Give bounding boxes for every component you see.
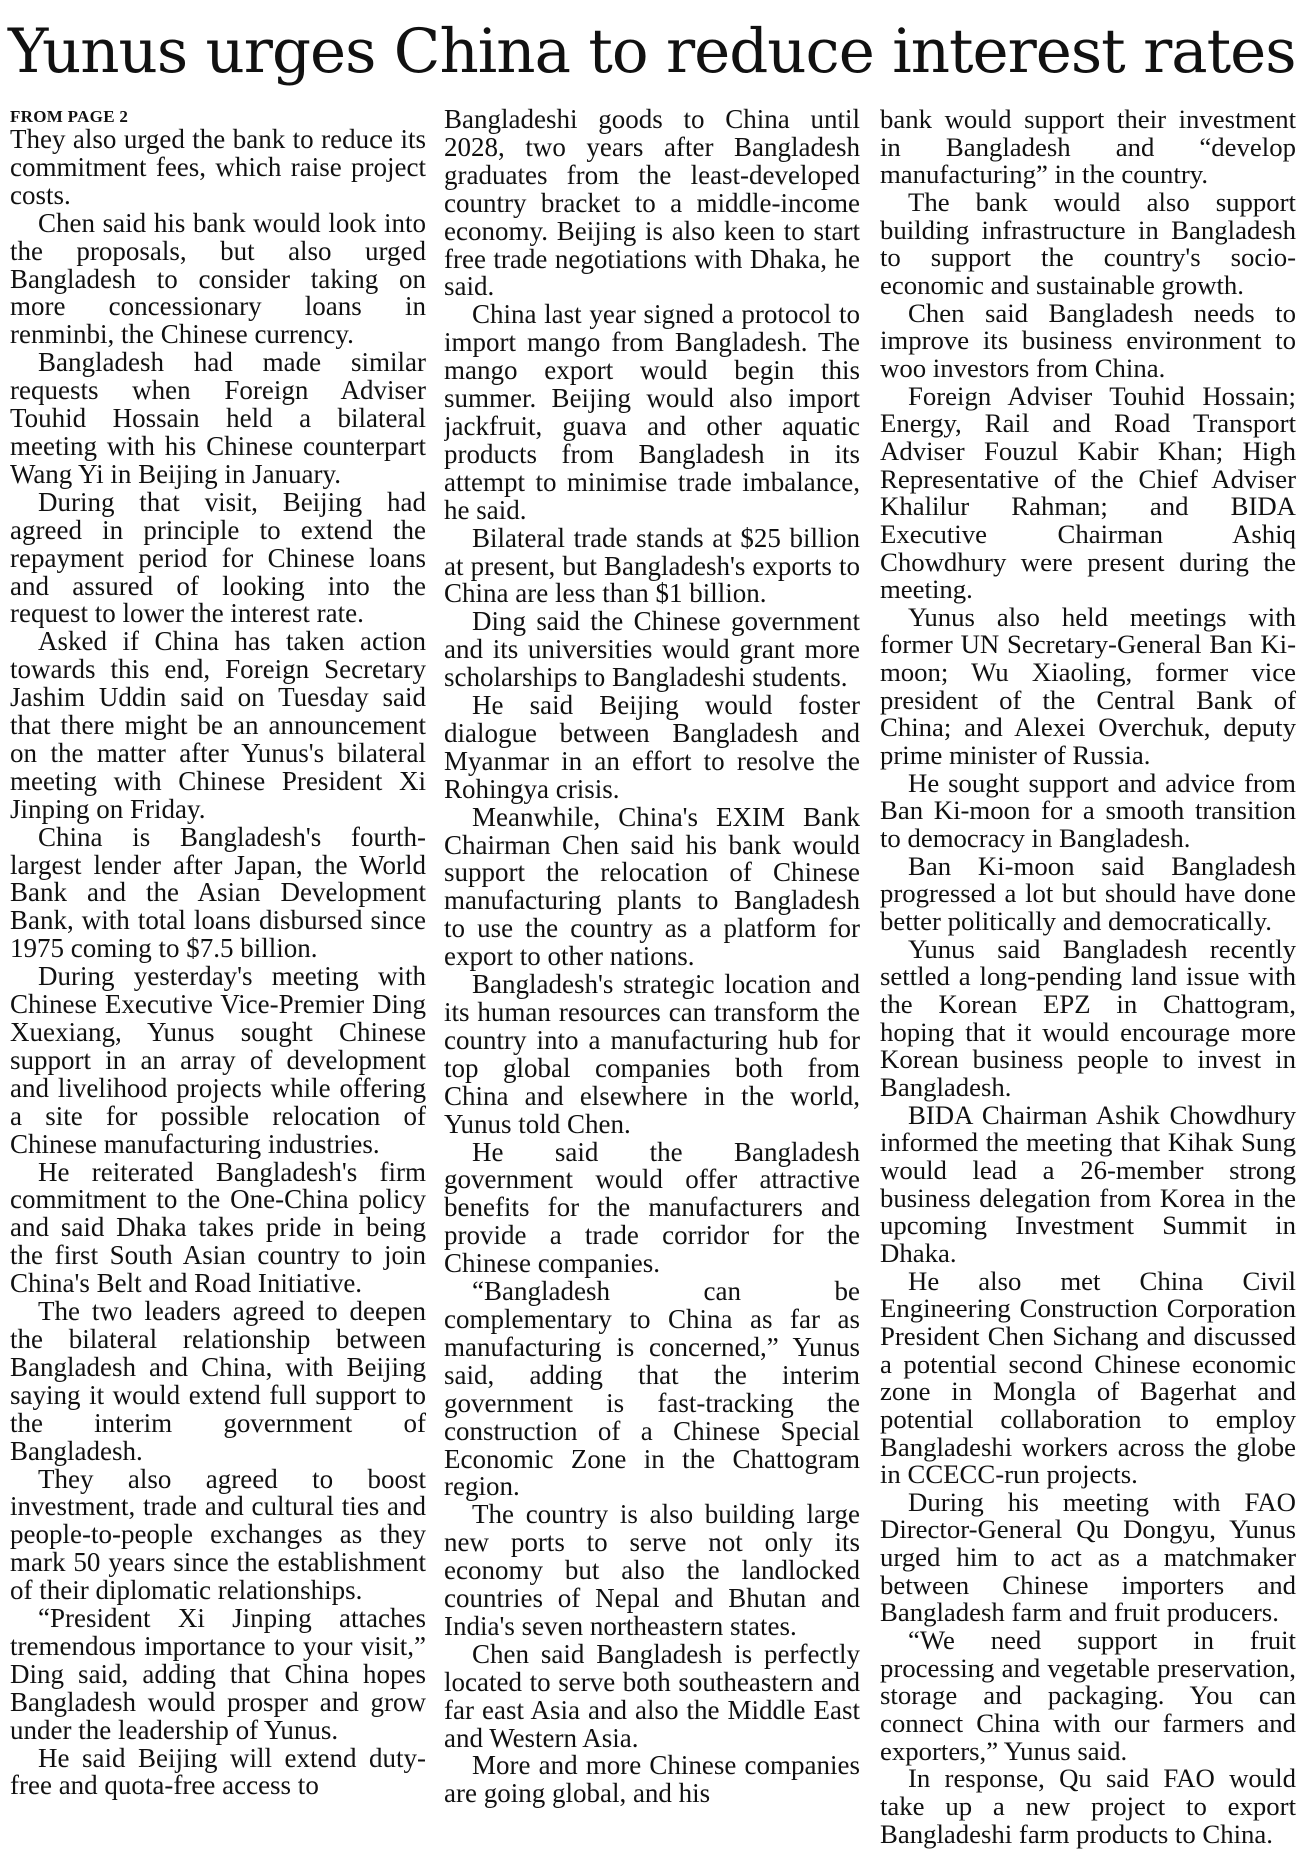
article-column-2 (444, 106, 860, 1858)
paragraph: The two leaders agreed to deepen the bilateral relationship between Bangladesh and China, with Beijing saying it would extend full support to the interim government of Bangladesh. (10, 1296, 426, 1466)
paragraph: Bilateral trade stands at $25 billion at present, but Bangladesh's exports to China are less than $1 billion. (444, 522, 860, 609)
article-column-1 (10, 106, 426, 1858)
paragraph: He reiterated Bangladesh's firm commitment to the One-China policy and said Dhaka takes pride in being the first South Asian country to join China's Belt and Road Initiative. (10, 1156, 426, 1299)
paragraph: Ding said the Chinese government and its universities would grant more scholarships to Bangladeshi students. (444, 606, 860, 693)
paragraph: Meanwhile, China's EXIM Bank Chairman Chen said his bank would support the relocation of Chinese manufacturing plants to Bangladesh to use the country as a platform for export to other nations. (444, 801, 860, 972)
paragraph: “We need support in fruit processing and vegetable preservation, storage and packaging. You can connect China with our farmers and exporters,” Yunus said. (880, 1625, 1296, 1766)
paragraph: Chen said his bank would look into the proposals, but also urged Bangladesh to consider taking on more concessionary loans in renminbi, the Chinese currency. (10, 207, 426, 350)
paragraph: The country is also building large new ports to serve not only its economy but also the landlocked countries of Nepal and Bhutan and India's seven northeastern states. (444, 1499, 860, 1641)
paragraph: Bangladesh's strategic location and its human resources can transform the country into a manufacturing hub for top global companies both from China and elsewhere in the world, Yunus told Chen. (444, 969, 860, 1139)
paragraph: During yesterday's meeting with Chinese Executive Vice-Premier Ding Xuexiang, Yunus sought Chinese support in an array of development and livelihood projects while offering a site for possible relocation of Chinese manufacturing industries. (10, 961, 426, 1159)
paragraph: Yunus also held meetings with former UN Secretary-General Ban Ki-moon; Wu Xiaoling, former vice president of the Central Bank of China; and Alexei Overchuk, deputy prime minister of Russia. (880, 601, 1296, 771)
paragraph: Chen said Bangladesh is perfectly located to serve both southeastern and far east Asia and also the Middle East and Western Asia. (444, 1638, 860, 1753)
paragraph: They also agreed to boost investment, trade and cultural ties and people-to-people exchanges as they mark 50 years since the establishment of their diplomatic relationships. (10, 1463, 426, 1606)
paragraph: He also met China Civil Engineering Construction Corporation President Chen Sichang and discussed a potential second Chinese economic zone in Mongla of Bagerhat and potential collaboration to employ Bangladeshi workers across the globe in CCECC-run projects. (880, 1265, 1296, 1490)
paragraph: During that visit, Beijing had agreed in principle to extend the repayment period for Chinese loans and assured of looking into the request to lower the interest rate. (10, 486, 426, 629)
paragraph: Asked if China has taken action towards this end, Foreign Secretary Jashim Uddin said on Tuesday said that there might be an announcement on the matter after Yunus's bilateral meeting with Chinese President Xi Jinping on Friday. (10, 626, 426, 824)
paragraph: He said Beijing will extend duty-free and quota-free access to (10, 1742, 426, 1801)
paragraph: They also urged the bank to reduce its commitment fees, which raise project costs. (10, 124, 426, 210)
paragraph: Chen said Bangladesh needs to improve its business environment to woo investors from China. (880, 297, 1296, 383)
paragraph: He sought support and advice from Ban Ki-moon for a smooth transition to democracy in Bangladesh. (880, 767, 1296, 854)
paragraph: The bank would also support building infrastructure in Bangladesh to support the country's socio-economic and sustainable growth. (880, 186, 1296, 300)
continuation-kicker: FROM PAGE 2 (10, 107, 129, 126)
paragraph: He said the Bangladesh government would offer attractive benefits for the manufacturers and provide a trade corridor for the Chinese companies. (444, 1136, 860, 1279)
paragraph: bank would support their investment in Bangladesh and “develop manufacturing” in the country. (880, 106, 1296, 190)
paragraph: Yunus said Bangladesh recently settled a long-pending land issue with the Korean EPZ in Chattogram, hoping that it would encourage more Korean business people to invest in Bangladesh. (880, 933, 1296, 1102)
paragraph: During his meeting with FAO Director-General Qu Dongyu, Yunus urged him to act as a matchmaker between Chinese importers and Bangladesh farm and fruit producers. (880, 1486, 1296, 1628)
paragraph: He said Beijing would foster dialogue between Bangladesh and Myanmar in an effort to resolve the Rohingya crisis. (444, 690, 860, 804)
paragraph: “President Xi Jinping attaches tremendous importance to your visit,” Ding said, adding that China hopes Bangladesh would prosper and grow under the leadership of Yunus. (10, 1603, 426, 1745)
paragraph: China is Bangladesh's fourth-largest lender after Japan, the World Bank and the Asian Development Bank, with total loans disbursed since 1975 coming to $7.5 billion. (10, 821, 426, 964)
paragraph: Bangladesh had made similar requests when Foreign Adviser Touhid Hossain held a bilateral meeting with his Chinese counterpart Wang Yi in Beijing in January. (10, 347, 426, 489)
paragraph: Bangladeshi goods to China until 2028, two years after Bangladesh graduates from the least-developed country bracket to a middle-income economy. Beijing is also keen to start free trade negotiations with Dhaka, he said. (444, 106, 860, 302)
paragraph: In response, Qu said FAO would take up a new project to export Bangladeshi farm products to China. (880, 1763, 1296, 1849)
article-column-3 (880, 106, 1296, 1858)
paragraph: BIDA Chairman Ashik Chowdhury informed the meeting that Kihak Sung would lead a 26-member strong business delegation from Korea in the upcoming Investment Summit in Dhaka. (880, 1099, 1296, 1268)
paragraph: Foreign Adviser Touhid Hossain; Energy, Rail and Road Transport Adviser Fouzul Kabir Khan; High Representative of the Chief Adviser Khalilur Rahman; and BIDA Executive Chairman Ashiq Chowdhury were present during the meeting. (880, 380, 1296, 605)
paragraph: Ban Ki-moon said Bangladesh progressed a lot but should have done better politically and democratically. (880, 850, 1296, 937)
headline: Yunus urges China to reduce interest rates (8, 16, 1296, 87)
paragraph: More and more Chinese companies are going global, and his (444, 1750, 860, 1809)
paragraph: China last year signed a protocol to import mango from Bangladesh. The mango export would begin this summer. Beijing would also import jackfruit, guava and other aquatic products from Bangladesh in its attempt to minimise trade imbalance, he said. (444, 299, 860, 525)
paragraph: “Bangladesh can be complementary to China as far as manufacturing is concerned,” Yunus said, adding that the interim government is fast-tracking the construction of a Chinese Special Economic Zone in the Chattogram region. (444, 1276, 860, 1502)
